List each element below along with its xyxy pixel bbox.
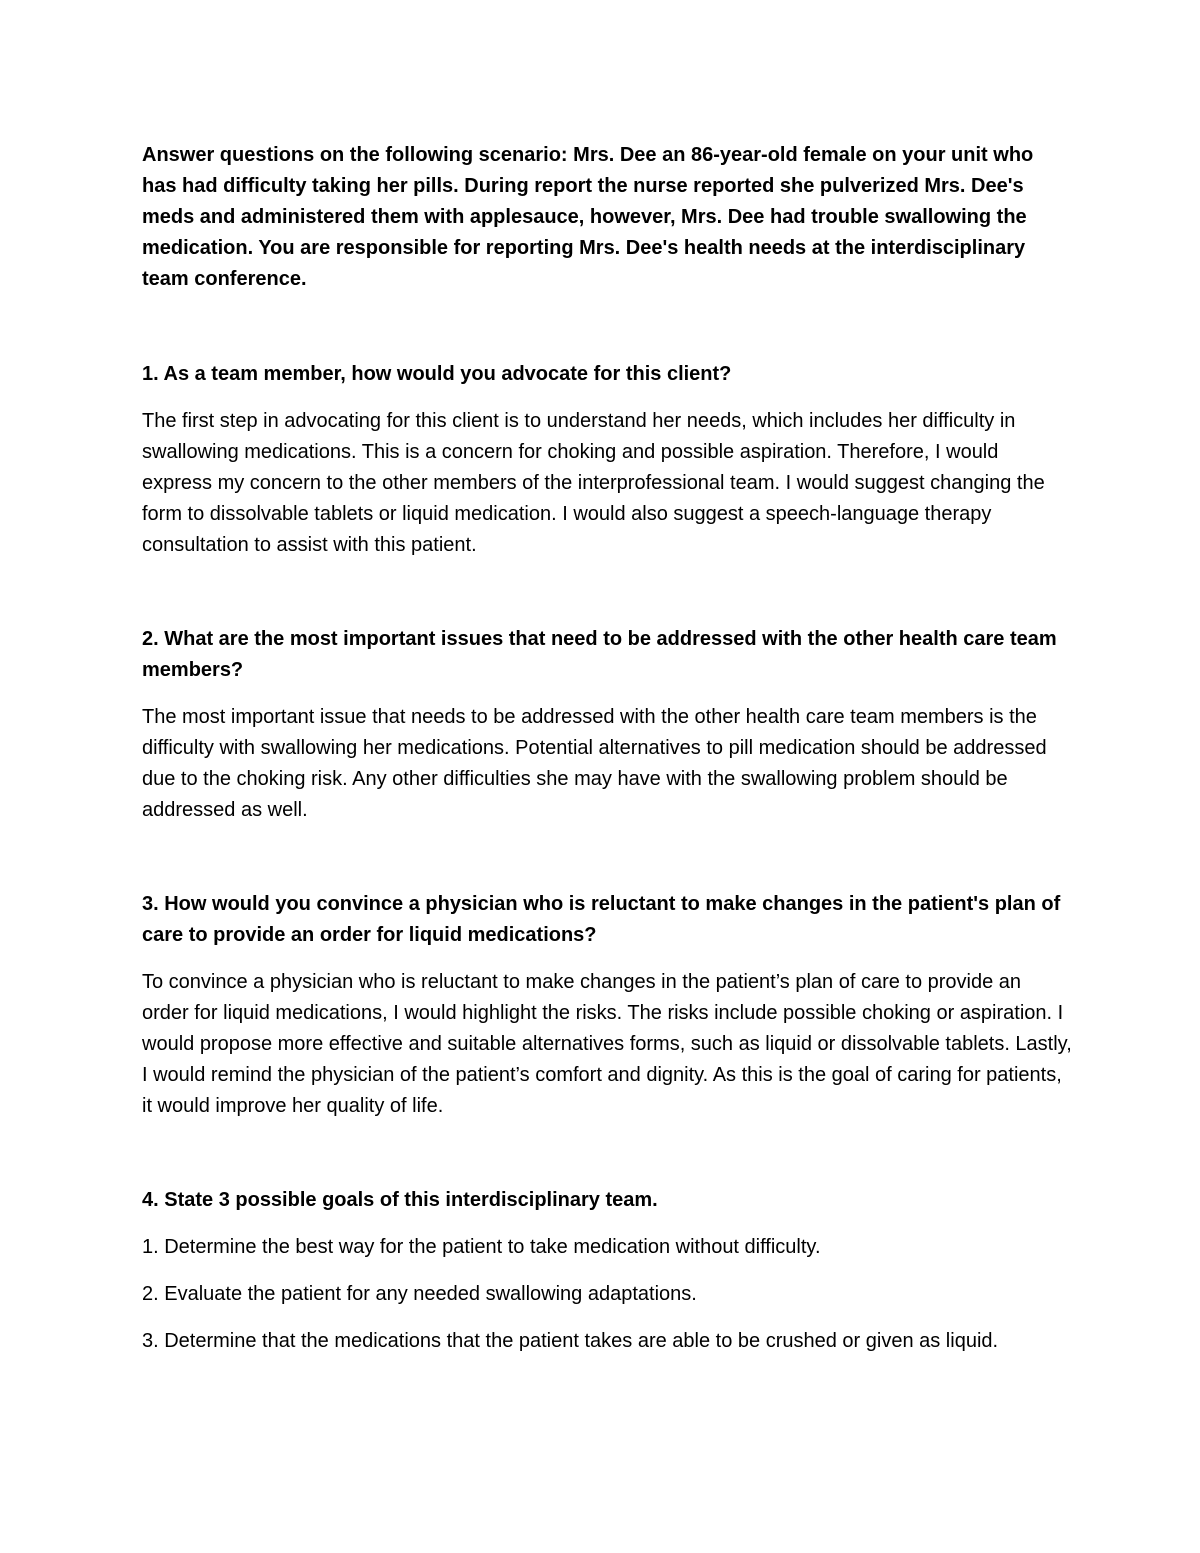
goal-1: 1. Determine the best way for the patient to take medication without difficulty. bbox=[142, 1236, 821, 1258]
answer-3: To convince a physician who is reluctant to make changes in the patient’s plan of care to provide an order for liquid medications, I would highlight the risks. The risks include possible choking or aspiration. I would propose more effective and suitable alternatives forms, such as liquid or dissolvable tablets. Lastly, I would remind the physician of the patient’s comfort and dignity. As this is the goal of caring for patients, it would improve her quality of life. bbox=[142, 971, 1072, 1117]
document-page bbox=[142, 140, 1072, 1373]
question-1: 1. As a team member, how would you advocate for this client? bbox=[142, 363, 732, 385]
goal-2: 2. Evaluate the patient for any needed swallowing adaptations. bbox=[142, 1283, 697, 1305]
goal-3: 3. Determine that the medications that the patient takes are able to be crushed or given as liquid. bbox=[142, 1330, 999, 1352]
scenario-intro: Answer questions on the following scenario: Mrs. Dee an 86-year-old female on your unit who has had difficulty taking her pills. During report the nurse reported she pulverized Mrs. Dee's meds and administered them with applesauce, however, Mrs. Dee had trouble swallowing the medication. You are responsible for reporting Mrs. Dee's health needs at the interdisciplinary team conference. bbox=[142, 144, 1034, 290]
question-3: 3. How would you convince a physician who is reluctant to make changes in the patient's plan of care to provide an order for liquid medications? bbox=[142, 893, 1061, 946]
answer-2: The most important issue that needs to be addressed with the other health care team members is the difficulty with swallowing her medications. Potential alternatives to pill medication should be addressed due to the choking risk. Any other difficulties she may have with the swallowing problem should be addressed as well. bbox=[142, 706, 1047, 821]
answer-1: The first step in advocating for this client is to understand her needs, which includes her difficulty in swallowing medications. This is a concern for choking and possible aspiration. Therefore, I would express my concern to the other members of the interprofessional team. I would suggest changing the form to dissolvable tablets or liquid medication. I would also suggest a speech-language therapy consultation to assist with this patient. bbox=[142, 410, 1045, 556]
question-2: 2. What are the most important issues that need to be addressed with the other health care team members? bbox=[142, 628, 1057, 681]
question-4: 4. State 3 possible goals of this interdisciplinary team. bbox=[142, 1189, 658, 1211]
